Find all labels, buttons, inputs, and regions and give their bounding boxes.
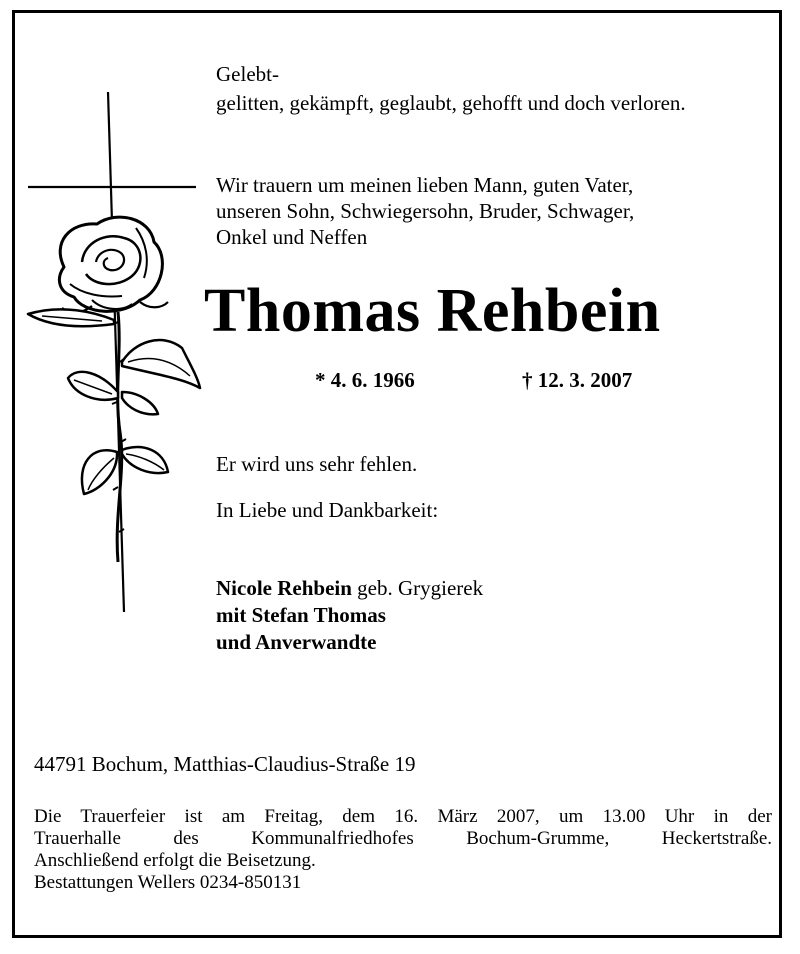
motto-line: Gelebt- xyxy=(216,62,279,86)
ceremony-line: Bestattungen Wellers 0234-850131 xyxy=(34,872,302,893)
intro-line: Wir trauern um meinen lieben Mann, guten Vater, xyxy=(216,173,634,197)
motto xyxy=(216,60,686,118)
mourning-intro xyxy=(216,172,634,250)
family-with: mit Stefan Thomas xyxy=(216,603,386,627)
address: 44791 Bochum, Matthias-Claudius-Straße 19 xyxy=(34,752,416,776)
wife-maiden-name: geb. Grygierek xyxy=(357,576,484,600)
ceremony-line: Anschließend erfolgt die Beisetzung. xyxy=(34,850,316,871)
family-line xyxy=(216,629,483,656)
ceremony-line: Die Trauerfeier ist am Freitag, dem 16. März 2007, um 13.00 Uhr in der xyxy=(34,806,772,827)
ceremony-line: Trauerhalle des Kommunalfriedhofes Bochum-Grumme, Heckertstraße. xyxy=(34,828,772,849)
deceased-name: Thomas Rehbein xyxy=(204,277,661,345)
intro-line: unseren Sohn, Schwiegersohn, Bruder, Schwager, xyxy=(216,199,635,223)
family-line xyxy=(216,575,483,602)
rose-icon xyxy=(22,92,212,622)
wife-name: Nicole Rehbein xyxy=(216,576,352,600)
motto-line: gelitten, gekämpft, geglaubt, gehofft und doch verloren. xyxy=(216,91,686,115)
birth-date: * 4. 6. 1966 xyxy=(315,368,415,392)
intro-line: Onkel und Neffen xyxy=(216,225,368,249)
family-signature xyxy=(216,575,483,656)
miss-message: Er wird uns sehr fehlen. xyxy=(216,452,418,476)
ceremony-info xyxy=(34,806,772,894)
death-date: † 12. 3. 2007 xyxy=(522,368,633,392)
family-relatives: und Anverwandte xyxy=(216,630,377,654)
thanks-message: In Liebe und Dankbarkeit: xyxy=(216,498,439,522)
family-line xyxy=(216,602,483,629)
